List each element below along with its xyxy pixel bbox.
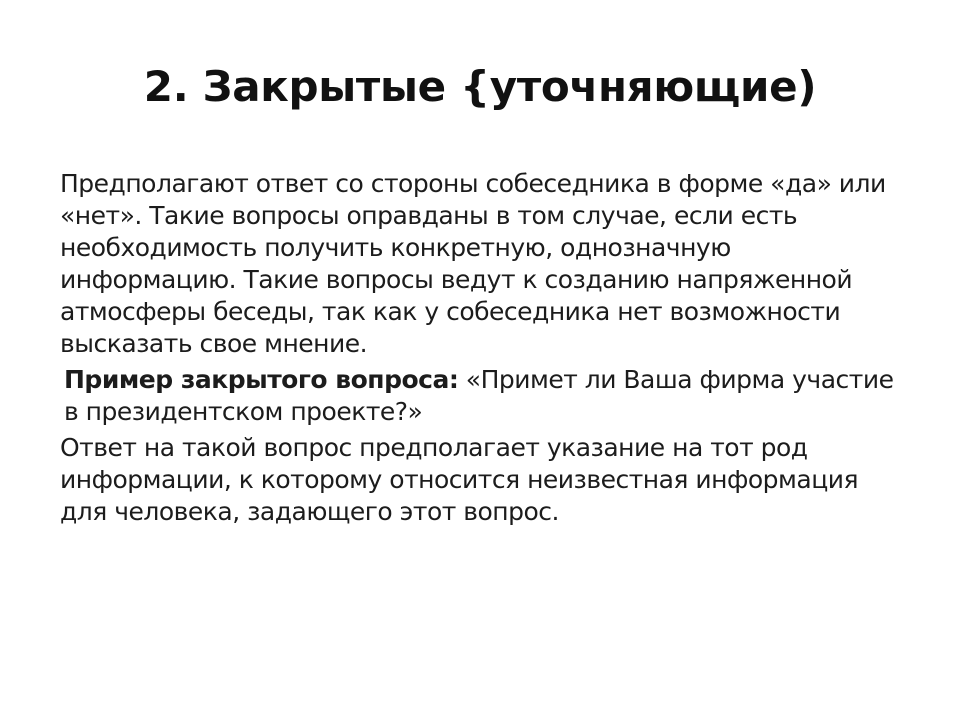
example-text: «Примет ли Ваша фирма участие в президентском проекте?» [64,365,894,426]
slide-title: 2. Закрытые {уточняющие) [143,62,817,111]
paragraph-example [60,364,910,428]
slide-body [60,168,910,528]
example-label: Пример закрытого вопроса: [64,365,459,394]
paragraph-description: Предполагают ответ со стороны собеседника в форме «да» или «нет». Такие вопросы оправданы в том случае, если есть необходимость получить конкретную, однозначную информацию. Такие вопросы ведут к созданию напряженной атмосферы беседы, так как у собеседника нет возможности высказать свое мнение. [60,169,886,358]
paragraph-answer: Ответ на такой вопрос предполагает указание на тот род информации, к которому относится неизвестная информация для человека, задающего этот вопрос. [60,433,859,526]
